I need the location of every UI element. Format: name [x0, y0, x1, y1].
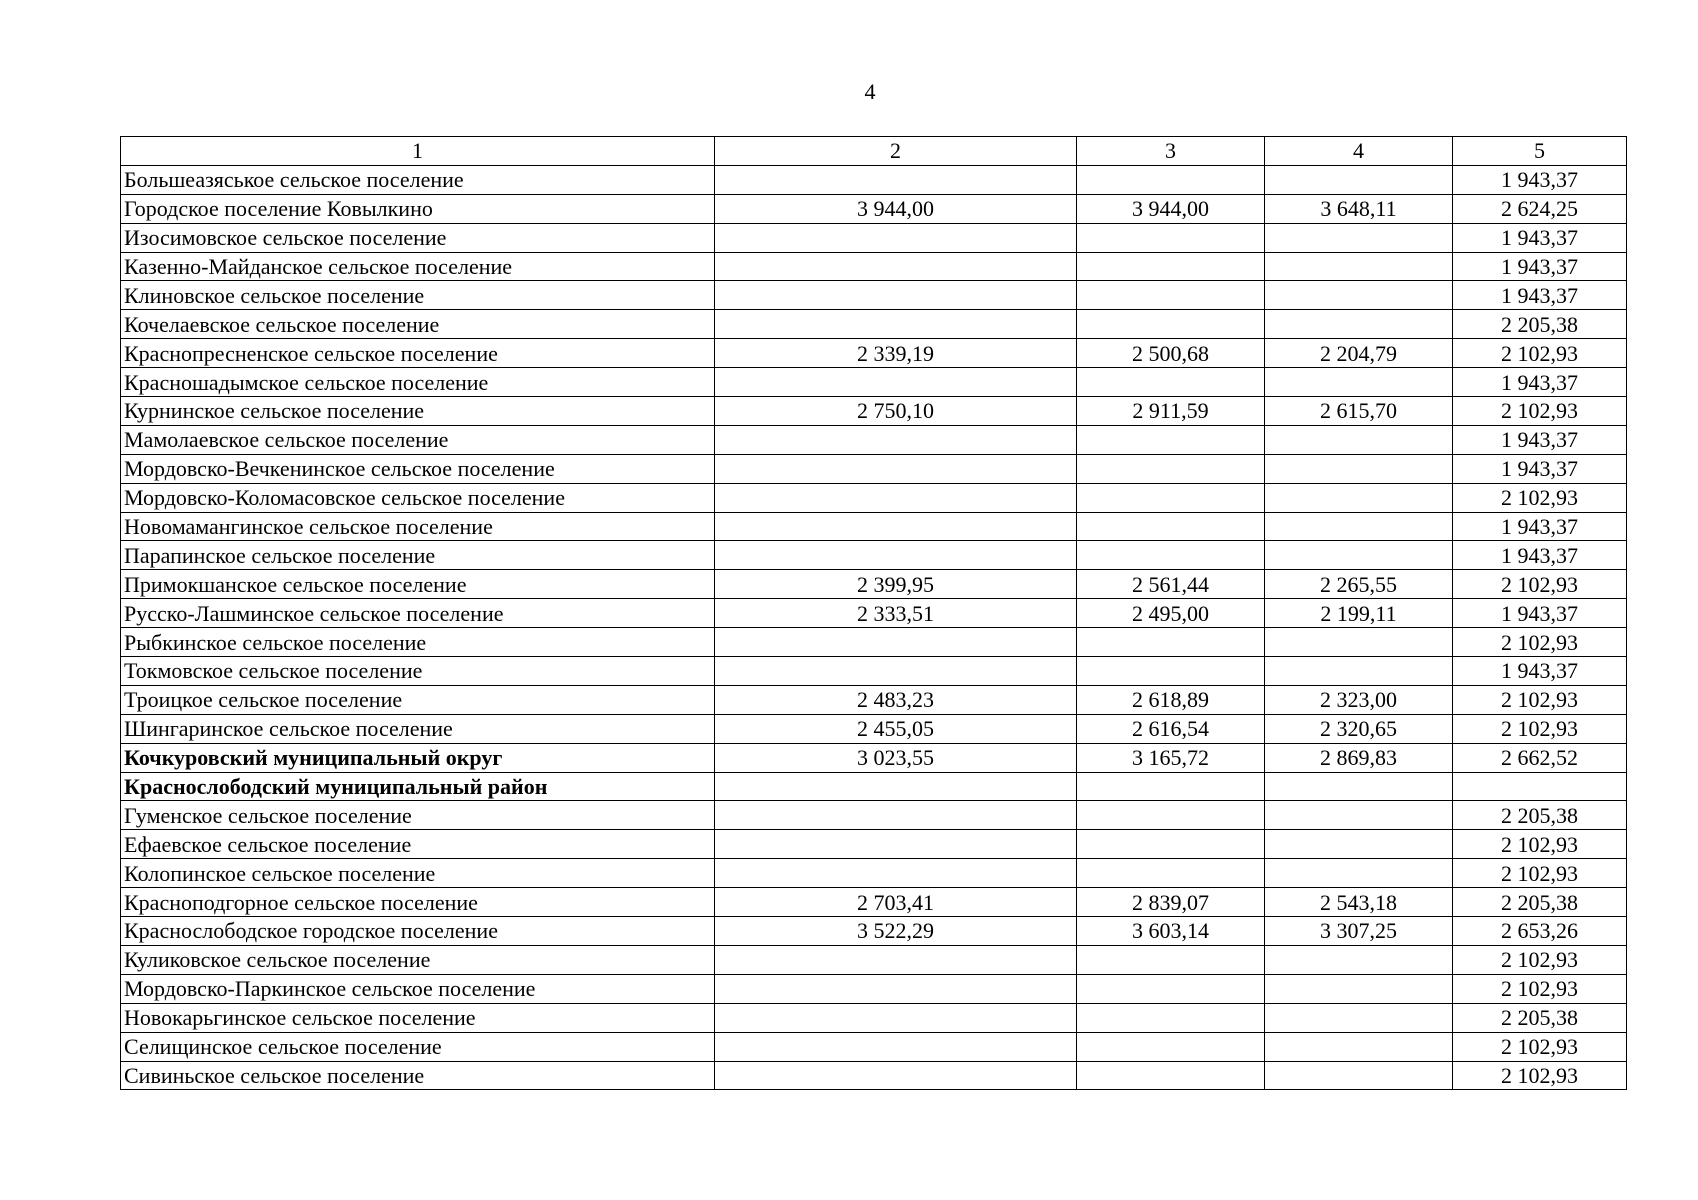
table-row — [121, 801, 1627, 830]
row-col2-cell — [715, 859, 1077, 888]
row-col5-cell: 2 102,93 — [1453, 570, 1627, 599]
row-col4-cell — [1265, 512, 1453, 541]
row-col4-cell — [1265, 223, 1453, 252]
row-col4-cell — [1265, 165, 1453, 194]
row-col4-cell: 2 615,70 — [1265, 397, 1453, 426]
page-number: 4 — [864, 79, 876, 104]
row-name-cell: Троицкое сельское поселение — [121, 685, 715, 714]
row-col2-cell: 2 339,19 — [715, 339, 1077, 368]
row-col4-cell: 3 648,11 — [1265, 194, 1453, 223]
row-col2-cell — [715, 974, 1077, 1003]
row-col3-cell: 2 561,44 — [1077, 570, 1265, 599]
row-col5-cell: 2 102,93 — [1453, 397, 1627, 426]
row-col3-cell — [1077, 772, 1265, 801]
row-col2-cell: 2 750,10 — [715, 397, 1077, 426]
row-col2-cell: 2 455,05 — [715, 714, 1077, 743]
table-row — [121, 599, 1627, 628]
row-col3-cell — [1077, 945, 1265, 974]
row-col3-cell — [1077, 859, 1265, 888]
row-col5-cell: 1 943,37 — [1453, 223, 1627, 252]
row-name-cell: Новокарьгинское сельское поселение — [121, 1003, 715, 1032]
row-col2-cell: 3 023,55 — [715, 743, 1077, 772]
row-col3-cell — [1077, 512, 1265, 541]
table-row — [121, 310, 1627, 339]
row-name-cell: Гуменское сельское поселение — [121, 801, 715, 830]
row-col5-cell: 2 102,93 — [1453, 685, 1627, 714]
row-col3-cell — [1077, 628, 1265, 657]
row-col4-cell — [1265, 541, 1453, 570]
row-col3-cell — [1077, 801, 1265, 830]
row-col3-cell — [1077, 830, 1265, 859]
row-col4-cell — [1265, 281, 1453, 310]
row-col5-cell: 2 102,93 — [1453, 483, 1627, 512]
table-row — [121, 945, 1627, 974]
table-row — [121, 917, 1627, 946]
row-col2-cell — [715, 541, 1077, 570]
row-col3-cell — [1077, 454, 1265, 483]
row-col3-cell — [1077, 223, 1265, 252]
row-col2-cell — [715, 628, 1077, 657]
row-col3-cell — [1077, 1032, 1265, 1061]
row-col2-cell: 2 703,41 — [715, 888, 1077, 917]
row-col3-cell: 2 495,00 — [1077, 599, 1265, 628]
row-col5-cell: 2 205,38 — [1453, 310, 1627, 339]
table-row — [121, 368, 1627, 397]
table-row — [121, 281, 1627, 310]
column-header-3: 3 — [1077, 137, 1265, 166]
row-name-cell: Клиновское сельское поселение — [121, 281, 715, 310]
row-col4-cell — [1265, 772, 1453, 801]
row-col4-cell — [1265, 1061, 1453, 1090]
table-row — [121, 512, 1627, 541]
row-col5-cell: 2 624,25 — [1453, 194, 1627, 223]
row-col5-cell: 1 943,37 — [1453, 368, 1627, 397]
row-col5-cell: 1 943,37 — [1453, 657, 1627, 686]
row-name-cell: Сивиньское сельское поселение — [121, 1061, 715, 1090]
row-col5-cell: 2 102,93 — [1453, 628, 1627, 657]
table-row — [121, 1032, 1627, 1061]
row-col5-cell: 1 943,37 — [1453, 454, 1627, 483]
row-col3-cell: 3 165,72 — [1077, 743, 1265, 772]
row-col4-cell — [1265, 801, 1453, 830]
row-col4-cell: 2 265,55 — [1265, 570, 1453, 599]
row-name-cell: Курнинское сельское поселение — [121, 397, 715, 426]
row-col2-cell — [715, 657, 1077, 686]
row-col4-cell — [1265, 310, 1453, 339]
row-col5-cell: 2 205,38 — [1453, 1003, 1627, 1032]
row-col5-cell: 2 102,93 — [1453, 339, 1627, 368]
table-row — [121, 743, 1627, 772]
row-col5-cell: 1 943,37 — [1453, 165, 1627, 194]
row-col2-cell: 2 399,95 — [715, 570, 1077, 599]
row-col3-cell — [1077, 368, 1265, 397]
row-col5-cell: 1 943,37 — [1453, 425, 1627, 454]
row-col2-cell — [715, 772, 1077, 801]
row-col3-cell — [1077, 1003, 1265, 1032]
row-name-cell: Селищинское сельское поселение — [121, 1032, 715, 1061]
row-col3-cell — [1077, 165, 1265, 194]
row-name-cell: Кочкуровский муниципальный округ — [121, 743, 715, 772]
row-name-cell: Краснослободское городское поселение — [121, 917, 715, 946]
row-col2-cell — [715, 165, 1077, 194]
row-name-cell: Мордовско-Вечкенинское сельское поселение — [121, 454, 715, 483]
row-col2-cell — [715, 512, 1077, 541]
column-header-4: 4 — [1265, 137, 1453, 166]
row-col2-cell — [715, 223, 1077, 252]
row-col3-cell: 2 911,59 — [1077, 397, 1265, 426]
table-row — [121, 454, 1627, 483]
row-col4-cell: 3 307,25 — [1265, 917, 1453, 946]
row-col2-cell — [715, 483, 1077, 512]
table-row — [121, 194, 1627, 223]
row-col2-cell — [715, 310, 1077, 339]
row-col2-cell — [715, 945, 1077, 974]
row-col4-cell — [1265, 830, 1453, 859]
row-name-cell: Красношадымское сельское поселение — [121, 368, 715, 397]
table-row — [121, 483, 1627, 512]
row-col3-cell — [1077, 425, 1265, 454]
row-col3-cell: 2 500,68 — [1077, 339, 1265, 368]
row-col4-cell: 2 320,65 — [1265, 714, 1453, 743]
row-col5-cell — [1453, 772, 1627, 801]
row-col2-cell: 2 483,23 — [715, 685, 1077, 714]
row-col4-cell — [1265, 483, 1453, 512]
row-col2-cell — [715, 252, 1077, 281]
row-col4-cell — [1265, 628, 1453, 657]
column-header-1: 1 — [121, 137, 715, 166]
row-col3-cell — [1077, 974, 1265, 1003]
row-col3-cell: 3 944,00 — [1077, 194, 1265, 223]
row-col2-cell — [715, 425, 1077, 454]
row-col3-cell — [1077, 281, 1265, 310]
row-col5-cell: 1 943,37 — [1453, 599, 1627, 628]
row-name-cell: Новомамангинское сельское поселение — [121, 512, 715, 541]
row-col2-cell — [715, 830, 1077, 859]
row-name-cell: Мордовско-Паркинское сельское поселение — [121, 974, 715, 1003]
row-col3-cell — [1077, 252, 1265, 281]
row-name-cell: Парапинское сельское поселение — [121, 541, 715, 570]
row-col4-cell — [1265, 657, 1453, 686]
row-col3-cell: 2 618,89 — [1077, 685, 1265, 714]
row-col4-cell — [1265, 368, 1453, 397]
table-row — [121, 657, 1627, 686]
row-name-cell: Большеазяськое сельское поселение — [121, 165, 715, 194]
row-col5-cell: 2 102,93 — [1453, 830, 1627, 859]
row-col3-cell — [1077, 541, 1265, 570]
table-row — [121, 628, 1627, 657]
row-col2-cell — [715, 368, 1077, 397]
row-col4-cell — [1265, 252, 1453, 281]
row-name-cell: Мордовско-Коломасовское сельское поселение — [121, 483, 715, 512]
row-name-cell: Изосимовское сельское поселение — [121, 223, 715, 252]
tariff-table — [120, 136, 1627, 1090]
table-row — [121, 772, 1627, 801]
row-col5-cell: 2 102,93 — [1453, 859, 1627, 888]
row-name-cell: Краснопресненское сельское поселение — [121, 339, 715, 368]
row-col5-cell: 2 102,93 — [1453, 714, 1627, 743]
row-col5-cell: 1 943,37 — [1453, 541, 1627, 570]
row-col2-cell — [715, 454, 1077, 483]
table-row — [121, 974, 1627, 1003]
row-col2-cell: 2 333,51 — [715, 599, 1077, 628]
row-col3-cell — [1077, 657, 1265, 686]
row-name-cell: Красноподгорное сельское поселение — [121, 888, 715, 917]
table-row — [121, 714, 1627, 743]
row-col5-cell: 2 102,93 — [1453, 974, 1627, 1003]
table-row — [121, 397, 1627, 426]
row-col2-cell — [715, 281, 1077, 310]
row-name-cell: Кочелаевское сельское поселение — [121, 310, 715, 339]
table-row — [121, 339, 1627, 368]
row-col4-cell — [1265, 1003, 1453, 1032]
row-col4-cell: 2 543,18 — [1265, 888, 1453, 917]
table-row — [121, 165, 1627, 194]
row-col5-cell: 2 662,52 — [1453, 743, 1627, 772]
row-col5-cell: 2 102,93 — [1453, 1032, 1627, 1061]
row-name-cell: Токмовское сельское поселение — [121, 657, 715, 686]
row-col5-cell: 1 943,37 — [1453, 252, 1627, 281]
row-col5-cell: 2 653,26 — [1453, 917, 1627, 946]
row-col5-cell: 2 102,93 — [1453, 945, 1627, 974]
row-name-cell: Ефаевское сельское поселение — [121, 830, 715, 859]
table-body — [121, 137, 1627, 1090]
row-col3-cell — [1077, 483, 1265, 512]
column-header-2: 2 — [715, 137, 1077, 166]
row-col2-cell — [715, 801, 1077, 830]
row-name-cell: Куликовское сельское поселение — [121, 945, 715, 974]
row-col4-cell — [1265, 1032, 1453, 1061]
table-row — [121, 859, 1627, 888]
row-name-cell: Городское поселение Ковылкино — [121, 194, 715, 223]
table-row — [121, 1061, 1627, 1090]
table-row — [121, 685, 1627, 714]
row-name-cell: Русско-Лашминское сельское поселение — [121, 599, 715, 628]
table-row — [121, 570, 1627, 599]
row-col2-cell — [715, 1032, 1077, 1061]
row-col4-cell: 2 869,83 — [1265, 743, 1453, 772]
table-row — [121, 252, 1627, 281]
table-row — [121, 223, 1627, 252]
table-row — [121, 541, 1627, 570]
row-col4-cell: 2 323,00 — [1265, 685, 1453, 714]
table-row — [121, 888, 1627, 917]
row-col5-cell: 1 943,37 — [1453, 512, 1627, 541]
row-name-cell: Примокшанское сельское поселение — [121, 570, 715, 599]
row-col2-cell: 3 522,29 — [715, 917, 1077, 946]
row-col5-cell: 1 943,37 — [1453, 281, 1627, 310]
row-col4-cell — [1265, 454, 1453, 483]
row-col4-cell — [1265, 425, 1453, 454]
table-header-row — [121, 137, 1627, 166]
row-name-cell: Краснослободский муниципальный район — [121, 772, 715, 801]
row-col2-cell: 3 944,00 — [715, 194, 1077, 223]
table-row — [121, 1003, 1627, 1032]
row-name-cell: Казенно-Майданское сельское поселение — [121, 252, 715, 281]
row-name-cell: Колопинское сельское поселение — [121, 859, 715, 888]
row-name-cell: Мамолаевское сельское поселение — [121, 425, 715, 454]
row-col4-cell — [1265, 974, 1453, 1003]
row-name-cell: Рыбкинское сельское поселение — [121, 628, 715, 657]
row-col3-cell: 2 839,07 — [1077, 888, 1265, 917]
row-col2-cell — [715, 1003, 1077, 1032]
row-col3-cell — [1077, 1061, 1265, 1090]
row-col4-cell: 2 204,79 — [1265, 339, 1453, 368]
row-col2-cell — [715, 1061, 1077, 1090]
row-col5-cell: 2 205,38 — [1453, 801, 1627, 830]
row-col5-cell: 2 205,38 — [1453, 888, 1627, 917]
column-header-5: 5 — [1453, 137, 1627, 166]
table-row — [121, 425, 1627, 454]
table-row — [121, 830, 1627, 859]
row-col4-cell: 2 199,11 — [1265, 599, 1453, 628]
row-col5-cell: 2 102,93 — [1453, 1061, 1627, 1090]
row-col4-cell — [1265, 945, 1453, 974]
row-col3-cell — [1077, 310, 1265, 339]
row-col4-cell — [1265, 859, 1453, 888]
row-col3-cell: 2 616,54 — [1077, 714, 1265, 743]
row-col3-cell: 3 603,14 — [1077, 917, 1265, 946]
row-name-cell: Шингаринское сельское поселение — [121, 714, 715, 743]
